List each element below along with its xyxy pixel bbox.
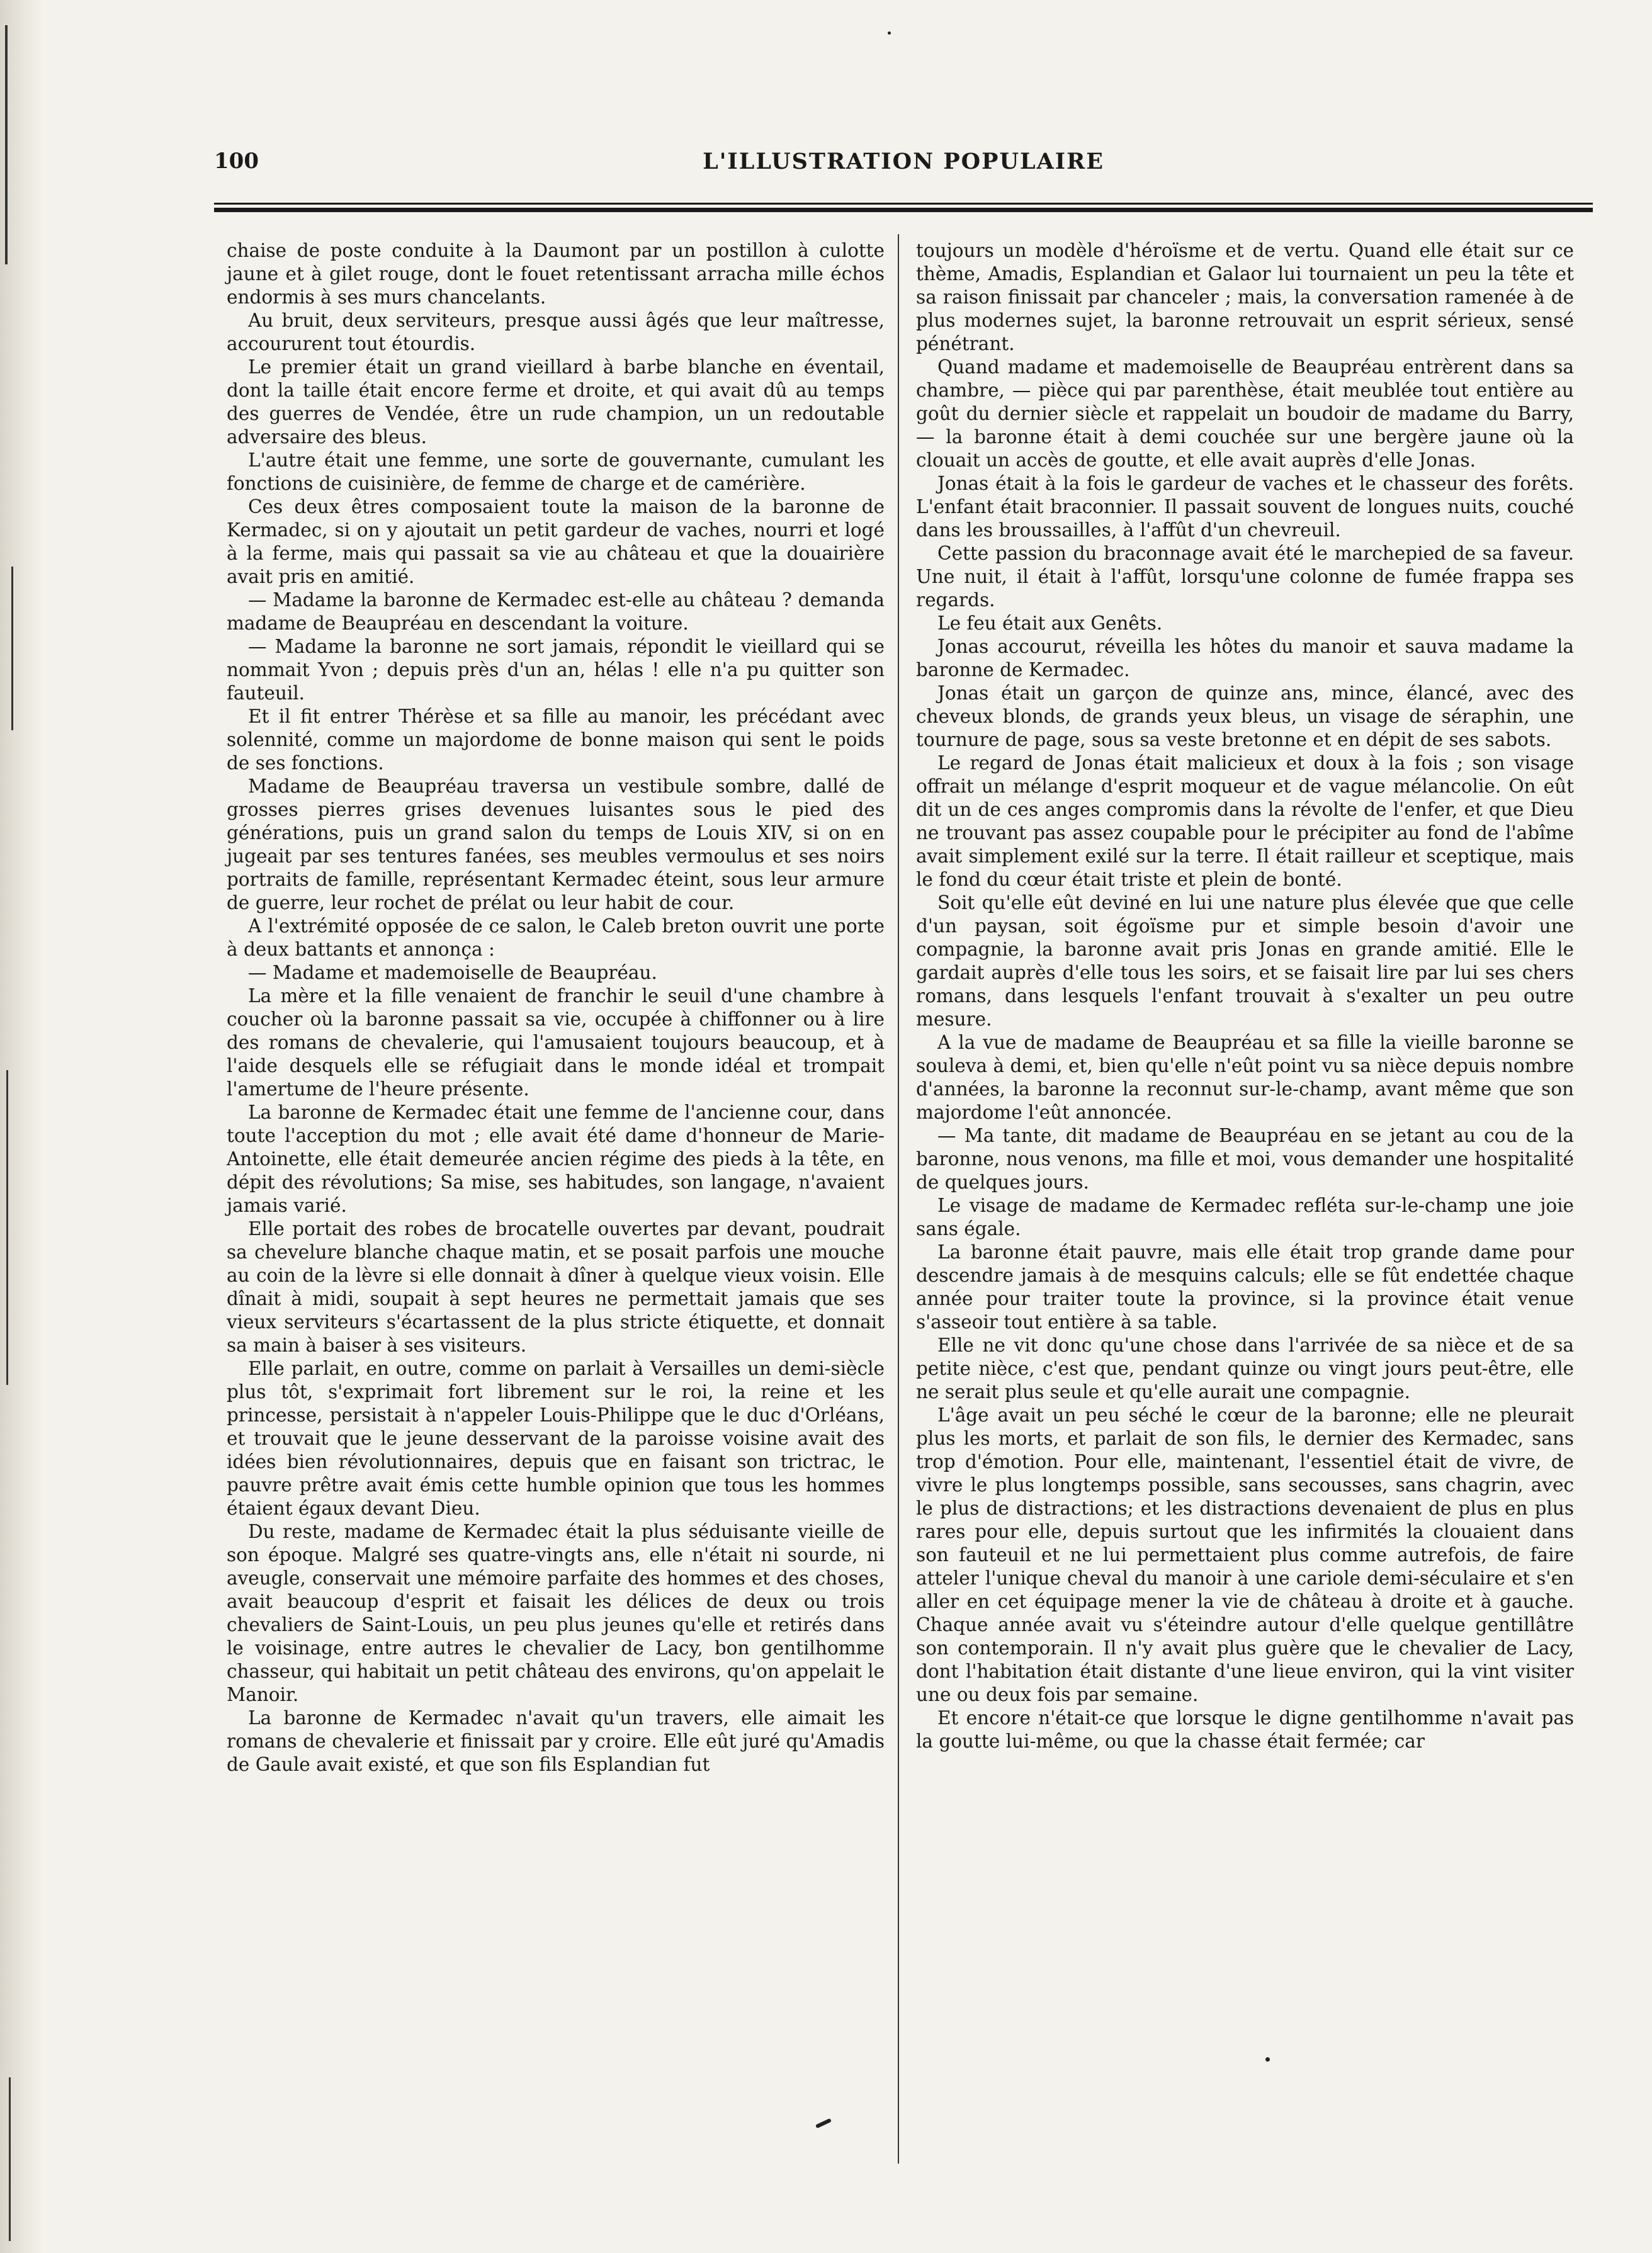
paragraph: Elle parlait, en outre, comme on parlait à Versailles un demi-siècle plus tôt, s'exprimait fort librement sur le roi, la reine et les princesse, persistait à n'appeler Louis-Philippe que le duc d'Orléans, et trouvait que le jeune desservant de la paroisse voisine avait des idées bien révolutionnaires, depuis que en faisant son trictrac, le pauvre prêtre avait émis cette humble opinion que tous les hommes étaient égaux devant Dieu.: [227, 1358, 885, 1519]
paragraph: Et encore n'était-ce que lorsque le digne gentilhomme n'avait pas la goutte lui-même, ou que la chasse était fermée; car: [916, 1707, 1574, 1752]
paragraph: L'autre était une femme, une sorte de gouvernante, cumulant les fonctions de cuisinière, de femme de charge et de camérière.: [227, 449, 885, 494]
ink-speck: [888, 31, 891, 35]
paragraph: A la vue de madame de Beaupréau et sa fille la vieille baronne se souleva à demi, et, bien qu'elle n'eût point vu sa nièce depuis nombre d'années, la baronne la reconnut sur-le-champ, avant même que son majordome l'eût annoncée.: [916, 1032, 1574, 1123]
paragraph: La mère et la fille venaient de franchir le seuil d'une chambre à coucher où la baronne passait sa vie, occupée à chiffonner ou à lire des romans de chevalerie, qui l'amusaient toujours beaucoup, et à l'aide desquels elle se réfugiait dans le monde idéal et trompait l'amertume de l'heure présente.: [227, 985, 885, 1100]
paragraph: — Madame la baronne de Kermadec est-elle au château ? demanda madame de Beaupréau en descendant la voiture.: [227, 589, 885, 634]
paragraph: La baronne était pauvre, mais elle était trop grande dame pour descendre jamais à de mesquins calculs; elle se fût endettée chaque année pour traiter toute la province, si la province était venue s'asseoir tout entière à sa table.: [916, 1241, 1574, 1333]
paragraph: Jonas accourut, réveilla les hôtes du manoir et sauva madame la baronne de Kermadec.: [916, 636, 1574, 680]
paragraph: Jonas était à la fois le gardeur de vaches et le chasseur des forêts. L'enfant était braconnier. Il passait souvent de longues nuits, couché dans les broussailles, à l'affût d'un chevreuil.: [916, 473, 1574, 541]
paragraph: Du reste, madame de Kermadec était la plus séduisante vieille de son époque. Malgré ses quatre-vingts ans, elle n'était ni sourde, ni aveugle, conservait une mémoire parfaite des hommes et des choses, avait beaucoup d'esprit et faisait les délices de deux ou trois chevaliers de Saint-Louis, un peu plus jeunes qu'elle et retirés dans le voisinage, entre autres le chevalier de Lacy, bon gentilhomme chasseur, qui habitait un petit château des environs, qu'on appelait le Manoir.: [227, 1521, 885, 1705]
paragraph: Et il fit entrer Thérèse et sa fille au manoir, les précédant avec solennité, comme un majordome de bonne maison qui sent le poids de ses fonctions.: [227, 706, 885, 774]
right-column: [916, 239, 1574, 1753]
paragraph: Le regard de Jonas était malicieux et doux à la fois ; son visage offrait un mélange d'esprit moqueur et de vague mélancolie. On eût dit un de ces anges compromis dans la révolte de l'enfer, et que Dieu ne trouvant pas assez coupable pour le précipiter au fond de l'abîme avait simplement exilé sur la terre. Il était railleur et sceptique, mais le fond du cœur était triste et plein de bonté.: [916, 752, 1574, 890]
binding-mark: [5, 25, 8, 264]
paragraph: Soit qu'elle eût deviné en lui une nature plus élevée que que celle d'un paysan, soit égoïsme pur et simple besoin d'avoir une compagnie, la baronne avait pris Jonas en grande amitié. Elle le gardait auprès d'elle tous les soirs, et se faisait lire par lui ses chers romans, dans lesquels l'enfant trouvait à s'exalter un peu outre mesure.: [916, 892, 1574, 1030]
paragraph: Le visage de madame de Kermadec refléta sur-le-champ une joie sans égale.: [916, 1195, 1574, 1239]
column-divider: [898, 234, 899, 2164]
journal-title: L'ILLUSTRATION POPULAIRE: [703, 149, 1104, 174]
paragraph: Ces deux êtres composaient toute la maison de la baronne de Kermadec, si on y ajoutait un petit gardeur de vaches, nourri et logé à la ferme, mais qui passait sa vie au château et que la douairière avait pris en amitié.: [227, 496, 885, 587]
paragraph: Elle portait des robes de brocatelle ouvertes par devant, poudrait sa chevelure blanche chaque matin, et se posait parfois une mouche au coin de la lèvre si elle donnait à dîner à quelque vieux voisin. Elle dînait à midi, soupait à sept heures ne permettait jamais que ses vieux serviteurs s'écartassent de la plus stricte étiquette, et donnait sa main à baiser à ses visiteurs.: [227, 1218, 885, 1356]
ink-mark: [815, 2118, 832, 2128]
paragraph: Quand madame et mademoiselle de Beaupréau entrèrent dans sa chambre, — pièce qui par parenthèse, était meublée tout entière au goût du dernier siècle et rappelait un boudoir de madame du Barry, — la baronne était à demi couchée sur une bergère jaune où la clouait un accès de goutte, et elle avait auprès d'elle Jonas.: [916, 356, 1574, 471]
paragraph: Au bruit, deux serviteurs, presque aussi âgés que leur maîtresse, accoururent tout étourdis.: [227, 310, 885, 354]
binding-mark: [11, 567, 13, 730]
paragraph: toujours un modèle d'héroïsme et de vertu. Quand elle était sur ce thème, Amadis, Esplandian et Galaor lui tournaient un peu la tête et sa raison finissait par chanceler ; mais, la conversation ramenée à de plus modernes sujet, la baronne retrouvait un esprit sérieux, sensé pénétrant.: [916, 240, 1574, 354]
paragraph: chaise de poste conduite à la Daumont par un postillon à culotte jaune et à gilet rouge, dont le fouet retentissant arracha mille échos endormis à ses murs chancelants.: [227, 240, 885, 308]
paragraph: A l'extrémité opposée de ce salon, le Caleb breton ouvrit une porte à deux battants et annonça :: [227, 915, 885, 960]
header-rule-thin: [214, 203, 1593, 205]
paragraph: L'âge avait un peu séché le cœur de la baronne; elle ne pleurait plus les morts, et parlait de son fils, le dernier des Kermadec, sans trop d'émotion. Pour elle, maintenant, l'essentiel était de vivre, de vivre le plus longtemps possible, sans secousses, sans chagrin, avec le plus de distractions; et les distractions devenaient de plus en plus rares pour elle, depuis surtout que les infirmités la clouaient dans son fauteuil et ne lui permettaient plus comme autrefois, de faire atteler l'unique cheval du manoir à une cariole demi-séculaire et s'en aller en cet équipage mener la vie de château à droite et à gauche. Chaque année avait vu s'éteindre autour d'elle quelque gentillâtre son contemporain. Il n'y avait plus guère que le chevalier de Lacy, dont l'habitation était distante d'une lieue environ, qui la vint visiter une ou deux fois par semaine.: [916, 1404, 1574, 1705]
ink-speck: [1265, 2057, 1270, 2062]
paragraph: La baronne de Kermadec était une femme de l'ancienne cour, dans toute l'acception du mot ; elle avait été dame d'honneur de Marie-Antoinette, elle était demeurée ancien régime des pieds à la tête, en dépit des révolutions; Sa mise, ses habitudes, son langage, n'avaient jamais varié.: [227, 1102, 885, 1216]
page-header: [214, 144, 1593, 181]
binding-mark: [6, 1070, 8, 1385]
paragraph: Le premier était un grand vieillard à barbe blanche en éventail, dont la taille était encore ferme et droite, et qui avait dû au temps des guerres de Vendée, être un rude champion, un un redoutable adversaire des bleus.: [227, 356, 885, 448]
paragraph: La baronne de Kermadec n'avait qu'un travers, elle aimait les romans de chevalerie et finissait par y croire. Elle eût juré qu'Amadis de Gaule avait existé, et que son fils Esplandian fut: [227, 1707, 885, 1775]
paragraph: Cette passion du braconnage avait été le marchepied de sa faveur. Une nuit, il était à l'affût, lorsqu'une colonne de fumée frappa ses regards.: [916, 543, 1574, 611]
paragraph: Le feu était aux Genêts.: [937, 613, 1163, 634]
paragraph: Madame de Beaupréau traversa un vestibule sombre, dallé de grosses pierres grises devenues luisantes sous le pied des générations, puis un grand salon du temps de Louis XIV, si on en jugeait par ses tentures fanées, ses meubles vermoulus et ses noirs portraits de famille, représentant Kermadec éteint, sous leur armure de guerre, leur rochet de prélat ou leur habit de cour.: [227, 776, 885, 913]
binding-mark: [9, 2077, 11, 2241]
left-column: [227, 239, 885, 1776]
paragraph: Elle ne vit donc qu'une chose dans l'arrivée de sa nièce et de sa petite nièce, c'est que, pendant quinze ou vingt jours peut-être, elle ne serait plus seule et qu'elle aurait une compagnie.: [916, 1335, 1574, 1403]
paragraph: — Madame la baronne ne sort jamais, répondit le vieillard qui se nommait Yvon ; depuis près d'un an, hélas ! elle n'a pu quitter son fauteuil.: [227, 636, 885, 704]
header-rule-thick: [214, 208, 1593, 212]
paragraph: — Ma tante, dit madame de Beaupréau en se jetant au cou de la baronne, nous venons, ma fille et moi, vous demander une hospitalité de quelques jours.: [916, 1125, 1574, 1193]
paragraph: Jonas était un garçon de quinze ans, mince, élancé, avec des cheveux blonds, de grands yeux bleus, un visage de séraphin, une tournure de page, sous sa veste bretonne et en dépit de ses sabots.: [916, 682, 1574, 750]
page-number: 100: [214, 149, 259, 174]
paragraph: — Madame et mademoiselle de Beaupréau.: [248, 962, 657, 983]
